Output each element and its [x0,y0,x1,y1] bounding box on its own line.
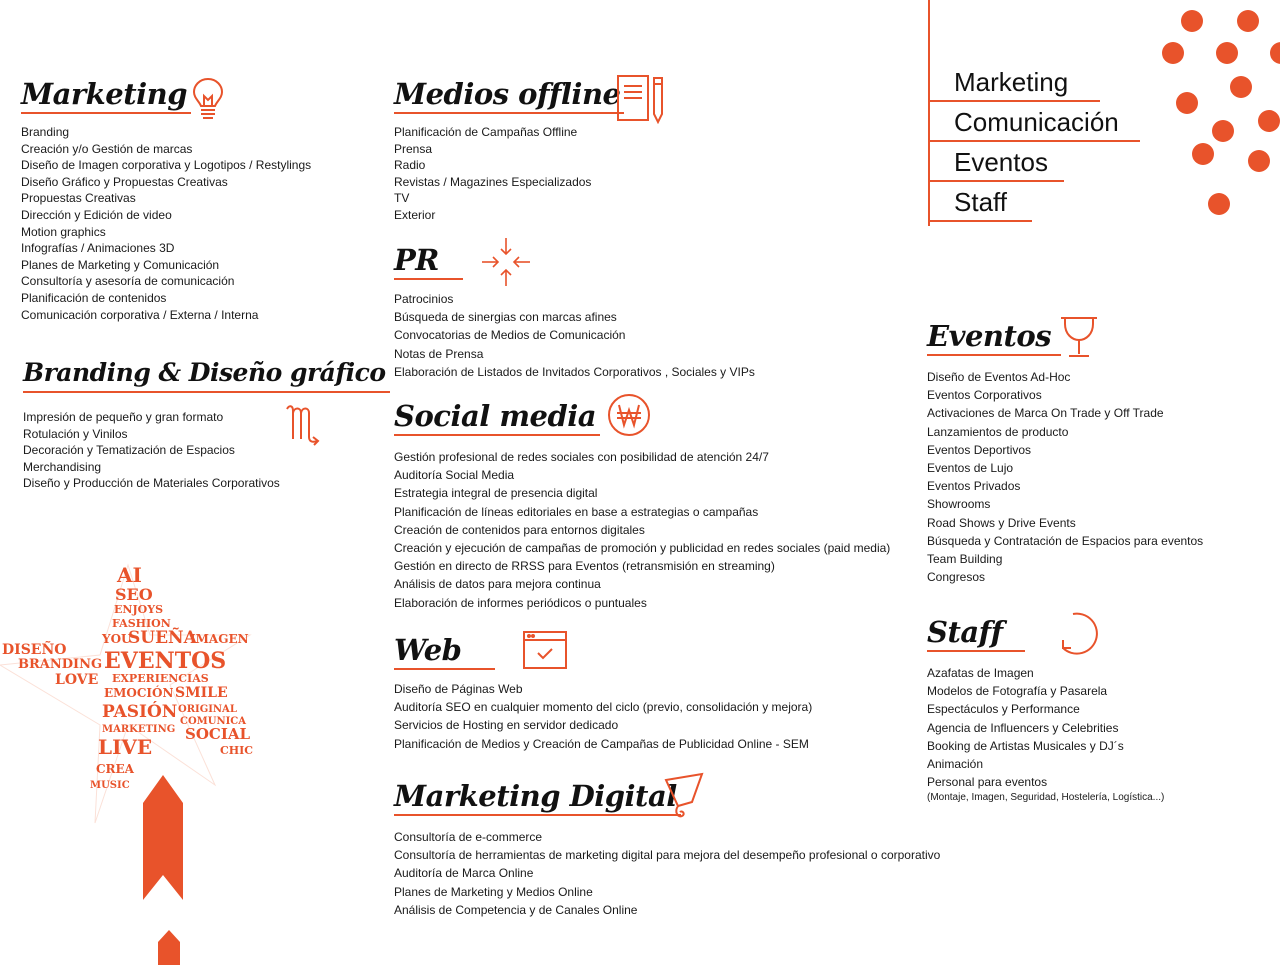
star-word: DISEÑO [2,642,67,658]
star-word: SEO [115,585,153,604]
list-item: Búsqueda y Contratación de Espacios para eventos [927,533,1204,548]
tag-icon [662,772,708,827]
list-item: Diseño de Imagen corporativa y Logotipos / Restylings [21,158,312,173]
section-branding [23,355,390,492]
scorpio-icon [285,403,325,452]
list-item: Patrocinios [394,292,454,306]
menu-item-staff[interactable]: Staff [928,184,1032,222]
offline-list [394,124,624,224]
section-eventos [927,318,1203,586]
list-item: Elaboración de informes periódicos o puntuales [394,595,647,610]
list-item: Planes de Marketing y Comunicación [21,257,220,272]
list-item: Análisis de datos para mejora continua [394,577,601,592]
star-word: YOU [102,632,132,646]
star-word: LIVE [98,735,153,759]
list-item: Gestión en directo de RRSS para Eventos (retransmisión en streaming) [394,559,775,574]
list-item: Eventos Deportivos [927,442,1032,457]
star-word: SOCIAL [185,725,251,743]
staff-note: (Montaje, Imagen, Seguridad, Hostelería, Logística...) [927,792,1165,804]
section-title: Eventos [927,318,1061,356]
list-item: Booking de Artistas Musicales y DJ´s [927,738,1124,753]
list-item: Modelos de Fotografía y Pasarela [927,684,1108,699]
list-item: Elaboración de Listados de Invitados Corporativos , Sociales y VIPs [394,364,755,379]
list-item: Azafatas de Imagen [927,666,1034,680]
list-item: Infografías / Animaciones 3D [21,241,175,256]
star-word: LOVE [55,672,99,688]
star-word: EXPERIENCIAS [112,672,209,685]
eventos-list [927,368,1203,586]
list-item: Convocatorias de Medios de Comunicación [394,328,626,343]
list-item: Creación de contenidos para entornos digitales [394,522,645,537]
section-staff [927,614,1164,805]
star-word: IMAGEN [190,632,249,646]
list-item: Consultoría de e-commerce [394,830,543,844]
staff-list [927,664,1164,791]
star-word: EMOCIÓN [104,686,174,700]
list-item: Planificación de Medios y Creación de Campañas de Publicidad Online - SEM [394,736,809,751]
list-item: Activaciones de Marca On Trade y Off Trade [927,406,1164,421]
list-item: Congresos [927,570,986,585]
list-item: Servicios de Hosting en servidor dedicado [394,718,619,733]
list-item: Búsqueda de sinergias con marcas afines [394,310,617,325]
list-item: Auditoría Social Media [394,468,515,483]
won-coin-icon [606,392,652,443]
section-title: Social media [394,398,600,436]
section-title: Marketing [21,76,191,114]
section-marketing [21,76,311,323]
star-word: SUEÑA [128,628,197,648]
list-item: Agencia de Influencers y Celebrities [927,720,1119,735]
star-word: ORIGINAL [178,704,237,715]
star-word-collage [0,555,270,825]
star-word: SMILE [175,685,228,701]
list-item: Showrooms [927,497,991,512]
star-word: AI [117,563,142,587]
browser-check-icon [522,630,568,675]
list-item: Eventos de Lujo [927,461,1014,476]
list-item: Impresión de pequeño y gran formato [23,410,224,424]
list-item: Merchandising [23,459,102,474]
notebook-pen-icon [616,74,666,129]
list-item: Team Building [927,552,1003,567]
section-title: Marketing Digital [394,778,681,816]
section-digital [394,778,940,919]
star-word: FASHION [112,617,171,630]
trophy-icon [1059,314,1099,365]
list-item: Animación [927,757,984,772]
list-item: Prensa [394,141,433,156]
section-social [394,398,890,612]
list-item: Análisis de Competencia y de Canales Online [394,902,638,917]
list-item: Auditoría de Marca Online [394,866,534,881]
lightbulb-icon [191,76,225,127]
menu-item-eventos[interactable]: Eventos [928,144,1064,182]
section-title: PR [394,242,463,280]
list-item: Radio [394,158,426,173]
star-word: CHIC [220,744,254,757]
star-word: BRANDING [18,657,103,672]
list-item: Eventos Privados [927,479,1021,494]
list-item: Creación y/o Gestión de marcas [21,141,193,156]
list-item: Auditoría SEO en cualquier momento del ciclo (previo, consolidación y mejora) [394,700,813,715]
list-item: Planificación de líneas editoriales en base a estrategias o campañas [394,504,759,519]
web-list [394,680,812,753]
section-web [394,632,812,753]
list-item: Rotulación y Vinilos [23,426,128,441]
list-item: Revistas / Magazines Especializados [394,174,592,189]
list-item: Planificación de Campañas Offline [394,125,578,139]
list-item: Diseño y Producción de Materiales Corporativos [23,476,280,491]
list-item: Exterior [394,207,436,222]
menu-item-comunicacion[interactable]: Comunicación [928,104,1140,142]
list-item: Consultoría y asesoría de comunicación [21,274,235,289]
list-item: Comunicación corporativa / Externa / Interna [21,307,259,322]
list-item: Decoración y Tematización de Espacios [23,443,235,458]
arrow-shape [143,775,183,900]
star-word: EVENTOS [104,648,227,674]
list-item: Personal para eventos [927,775,1048,790]
pr-list [394,290,755,381]
social-list [394,448,890,612]
list-item: Branding [21,125,70,139]
section-title: Medios offline [394,76,624,114]
list-item: Planes de Marketing y Medios Online [394,884,593,899]
star-word: MUSIC [90,780,130,791]
section-title: Staff [927,614,1025,652]
branding-list [23,409,390,492]
list-item: Creación y ejecución de campañas de promoción y publicidad en redes sociales (paid media) [394,541,891,556]
section-title: Web [394,632,495,670]
list-item: Diseño de Eventos Ad-Hoc [927,370,1071,384]
list-item: Road Shows y Drive Events [927,515,1076,530]
star-word: ENJOYS [114,603,164,616]
list-item: Diseño de Páginas Web [394,682,523,696]
list-item: Espectáculos y Performance [927,702,1080,717]
star-word: PASIÓN [102,702,178,722]
menu-item-marketing[interactable]: Marketing [928,64,1100,102]
list-item: Eventos Corporativos [927,388,1042,403]
list-item: Lanzamientos de producto [927,424,1069,439]
list-item: Consultoría de herramientas de marketing digital para mejora del desempeño profesional o corporativo [394,848,941,863]
list-item: Propuestas Creativas [21,191,136,206]
list-item: Dirección y Edición de video [21,207,172,222]
list-item: Gestión profesional de redes sociales con posibilidad de atención 24/7 [394,450,769,464]
digital-list [394,828,940,919]
list-item: TV [394,191,410,206]
list-item: Motion graphics [21,224,106,239]
list-item: Estrategia integral de presencia digital [394,486,598,501]
arrow-shape [158,930,180,965]
section-pr [394,242,755,381]
marketing-list [21,124,311,323]
star-word: CREA [96,762,134,776]
section-title: Branding & Diseño gráfico [23,355,390,393]
section-offline [394,76,624,224]
list-item: Planificación de contenidos [21,290,167,305]
converging-arrows-icon [482,238,530,291]
list-item: Diseño Gráfico y Propuestas Creativas [21,174,228,189]
refresh-icon [1055,610,1103,663]
star-word: MARKETING [102,724,176,735]
star-word: COMUNICA [180,716,246,727]
list-item: Notas de Prensa [394,346,484,361]
